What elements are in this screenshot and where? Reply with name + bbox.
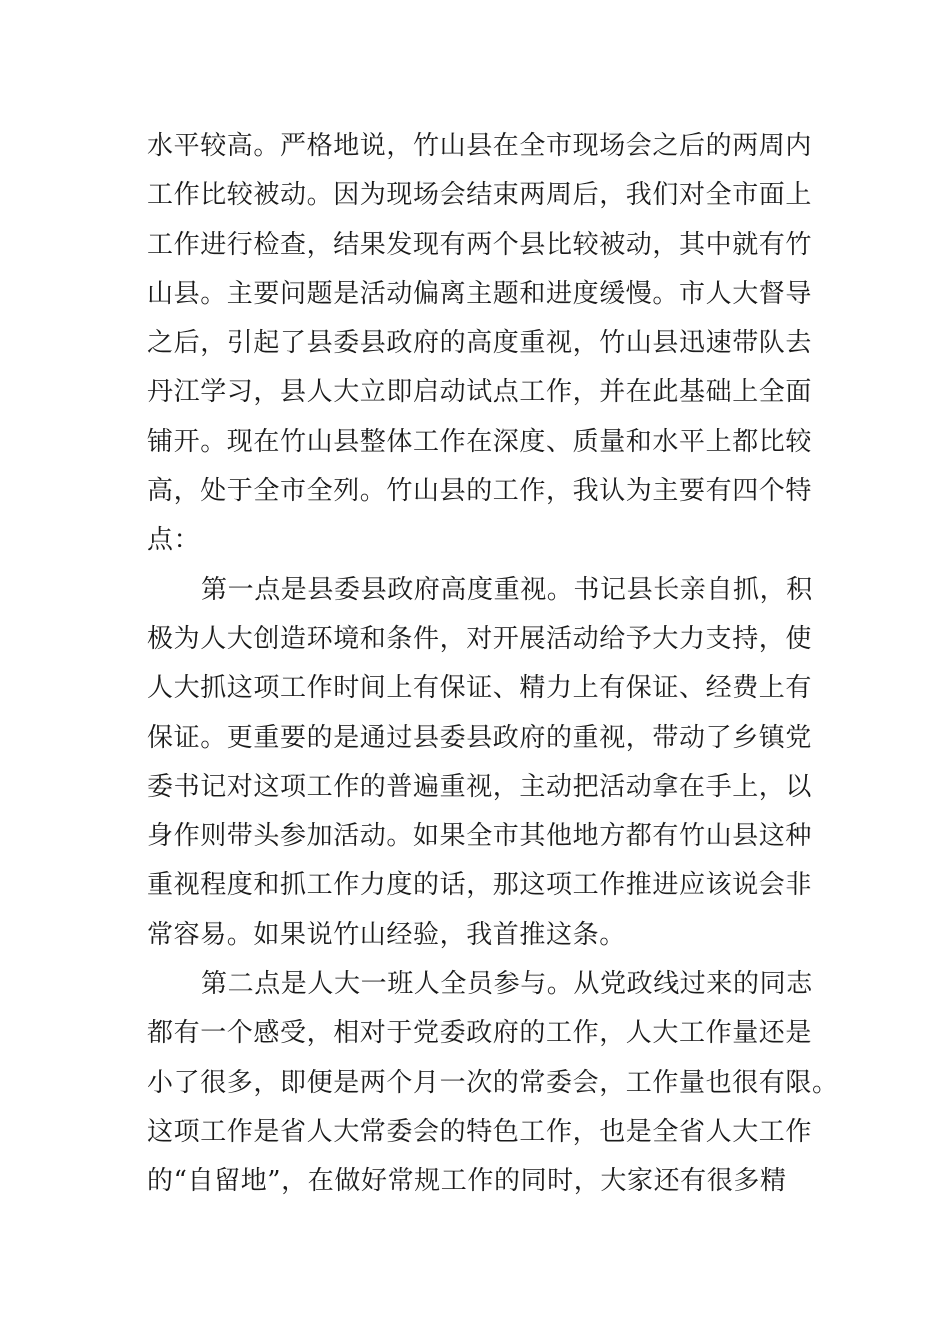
paragraph-start-line: 第二点是人大一班人全员参与。从党政线过来的同志 [201, 969, 813, 1000]
text-line: 的“自留地”，在做好常规工作的同时，大家还有很多精 [147, 1166, 787, 1197]
text-line: 重视程度和抓工作力度的话，那这项工作推进应该说会非 [147, 870, 813, 901]
text-line: 之后，引起了县委县政府的高度重视，竹山县迅速带队去 [147, 328, 813, 359]
text-line: 高，处于全市全列。竹山县的工作，我认为主要有四个特 [147, 476, 813, 507]
body-text [147, 122, 839, 1207]
text-line: 小了很多，即便是两个月一次的常委会，工作量也很有限。 [147, 1067, 839, 1098]
text-line: 铺开。现在竹山县整体工作在深度、质量和水平上都比较 [147, 426, 813, 457]
text-line: 身作则带头参加活动。如果全市其他地方都有竹山县这种 [147, 821, 813, 852]
text-line: 点： [147, 525, 201, 556]
text-line: 工作比较被动。因为现场会结束两周后，我们对全市面上 [147, 180, 813, 211]
text-line: 这项工作是省人大常委会的特色工作，也是全省人大工作 [147, 1116, 813, 1147]
text-line: 工作进行检查，结果发现有两个县比较被动，其中就有竹 [147, 229, 813, 260]
text-line: 极为人大创造环境和条件，对开展活动给予大力支持，使 [147, 623, 813, 654]
paragraph-start-line: 第一点是县委县政府高度重视。书记县长亲自抓，积 [201, 574, 813, 605]
text-line: 常容易。如果说竹山经验，我首推这条。 [147, 919, 626, 950]
text-line: 水平较高。严格地说，竹山县在全市现场会之后的两周内 [147, 131, 813, 161]
text-line: 山县。主要问题是活动偏离主题和进度缓慢。市人大督导 [147, 278, 813, 309]
text-line: 丹江学习，县人大立即启动试点工作，并在此基础上全面 [147, 377, 813, 408]
text-line: 都有一个感受，相对于党委政府的工作，人大工作量还是 [147, 1018, 813, 1049]
text-line: 委书记对这项工作的普遍重视，主动把活动拿在手上，以 [147, 771, 813, 802]
text-line: 保证。更重要的是通过县委县政府的重视，带动了乡镇党 [147, 722, 813, 753]
text-line: 人大抓这项工作时间上有保证、精力上有保证、经费上有 [147, 673, 813, 704]
